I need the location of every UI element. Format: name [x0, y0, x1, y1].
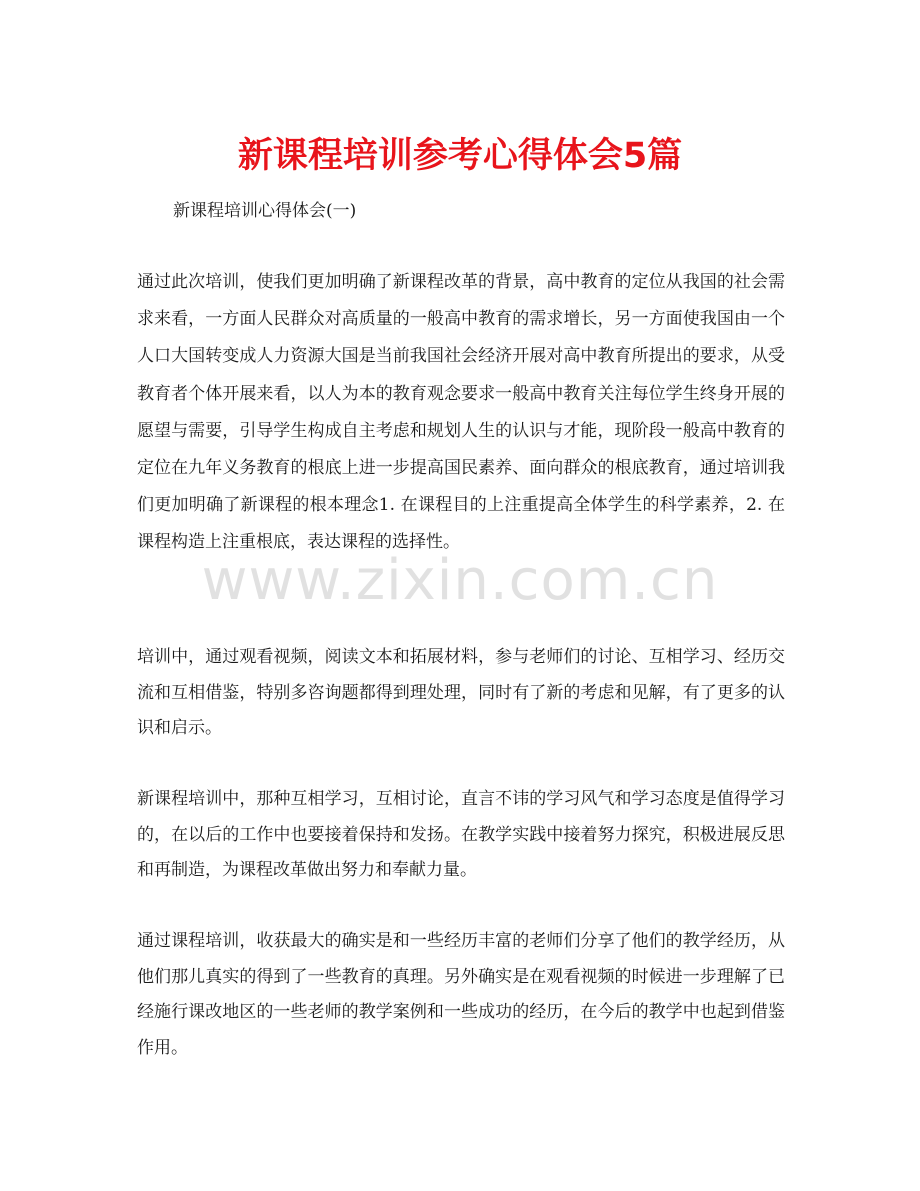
- section-subtitle: 新课程培训心得体会(一): [173, 201, 357, 221]
- watermark-text: www.zixin.com.cn: [201, 548, 719, 613]
- paragraph-1: 通过此次培训，使我们更加明确了新课程改革的背景，高中教育的定位从我国的社会需求来看，一方面人民群众对高质量的一般高中教育的需求增长，另一方面使我国由一个人口大国转变成人力资源大国是当前我国社会经济开展对高中教育所提出的要求，从受教育者个体开展来看，以人为本的教育观念要求一般高中教育关注每位学生终身开展的愿望与需要，引导学生构成自主考虑和规划人生的认识与才能，现阶段一般高中教育的定位在九年义务教育的根底上进一步提高国民素养、面向群众的根底教育，通过培训我们更加明确了新课程的根本理念1. 在课程目的上注重提高全体学生的科学素养，2. 在课程构造上注重根底，表达课程的选择性。: [137, 272, 785, 553]
- paragraph-4: 通过课程培训，收获最大的确实是和一些经历丰富的老师们分享了他们的教学经历，从他们那儿真实的得到了一些教育的真理。另外确实是在观看视频的时候进一步理解了已经施行课改地区的一些老师的教学案例和一些成功的经历，在今后的教学中也起到借鉴作用。: [137, 931, 785, 1058]
- paragraph-2: 培训中，通过观看视频，阅读文本和拓展材料，参与老师们的讨论、互相学习、经历交流和互相借鉴，特别多咨询题都得到理处理，同时有了新的考虑和见解，有了更多的认识和启示。: [137, 647, 785, 738]
- paragraph-3: 新课程培训中，那种互相学习，互相讨论，直言不讳的学习风气和学习态度是值得学习的，在以后的工作中也要接着保持和发扬。在教学实践中接着努力探究，积极进展反思和再制造，为课程改革做出努力和奉献力量。: [137, 789, 785, 880]
- document-title: 新课程培训参考心得体会5篇: [237, 136, 683, 176]
